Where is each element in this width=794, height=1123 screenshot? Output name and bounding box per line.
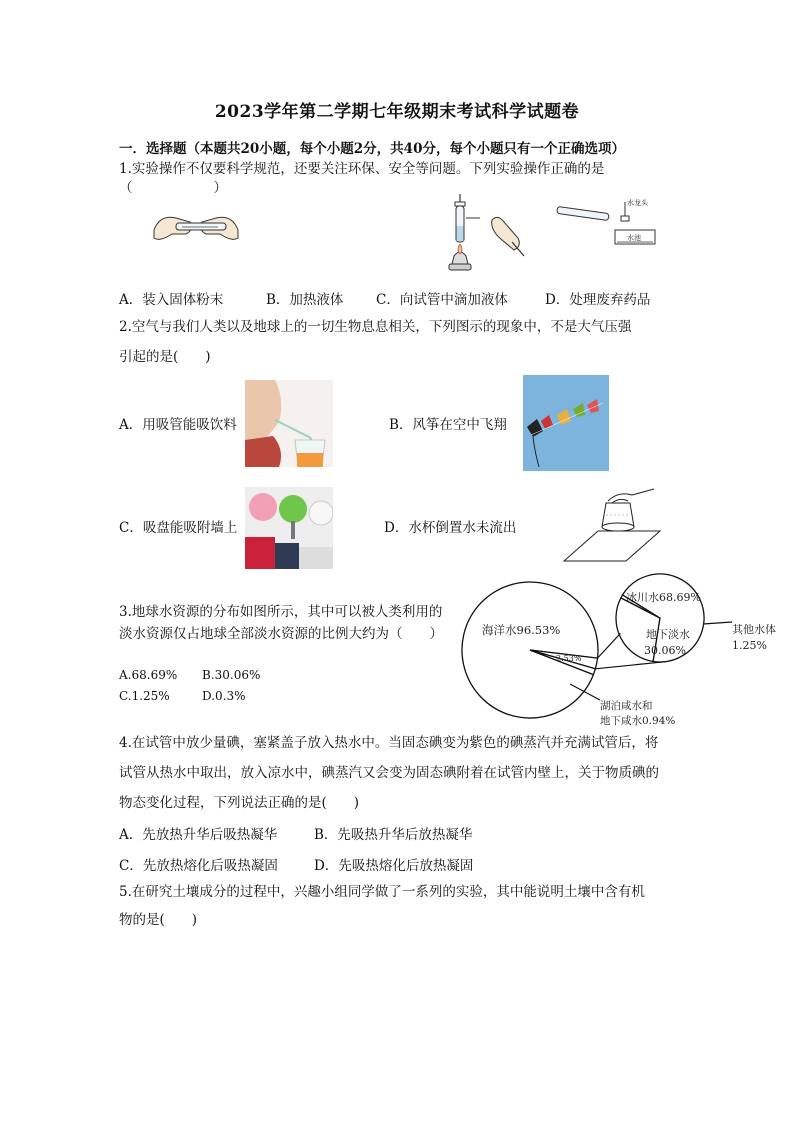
q2-option-a: A．用吸管能吸饮料 (119, 417, 237, 433)
q1-option-b: B．加热液体 (266, 292, 344, 308)
q4-stem-line2: 试管从热水中取出，放入凉水中，碘蒸汽又会变为固态碘附着在试管内壁上，关于物质碘的 (119, 765, 659, 781)
pie-total-water (462, 582, 598, 718)
q4-option-d: D．先吸热熔化后放热凝固 (314, 858, 474, 874)
q3-stem-line1: 3.地球水资源的分布如图所示，其中可以被人类利用的 (119, 604, 443, 620)
q4-stem-line1: 4.在试管中放少量碘，塞紧盖子放入热水中。当固态碘变为紫色的碘蒸汽并充满试管后，将 (119, 735, 659, 751)
q1-fig-label-pool: 水池 (627, 234, 641, 242)
q4-option-b: B．先吸热升华后放热凝华 (314, 827, 473, 843)
q3-option-a: A.68.69% (119, 668, 178, 682)
q1-fig-label-faucet: 水龙头 (627, 199, 648, 207)
label-ocean: 海洋水96.53% (482, 623, 561, 637)
q2-stem-line1: 2.空气与我们人类以及地球上的一切生物息息相关，下列图示的现象中，不是大气压强 (119, 319, 632, 335)
label-other-line1: 其他水体 (732, 623, 776, 636)
q1-figure-b (440, 192, 490, 274)
label-saline-line1: 湖泊咸水和 (600, 700, 653, 712)
q5-stem-line1: 5.在研究土壤成分的过程中，兴趣小组同学做了一系列的实验，其中能说明土壤中含有机 (119, 884, 645, 900)
q3-stem-line2: 淡水资源仅占地球全部淡水资源的比例大约为（ ） (119, 626, 443, 642)
q1-option-a: A．装入固体粉末 (119, 292, 224, 308)
q5-stem-line2: 物的是( ) (119, 912, 198, 928)
q1-figure-a (146, 200, 246, 250)
q2-option-b: B．风筝在空中飞翔 (389, 417, 507, 433)
exam-title: 2023学年第二学期七年级期末考试科学试题卷 (214, 102, 580, 122)
q2-figure-cup (562, 487, 662, 562)
label-groundwater-line2: 30.06% (644, 644, 686, 657)
water-distribution-chart (450, 560, 794, 735)
q2-option-d: D．水杯倒置水未流出 (384, 520, 517, 536)
pointer-other (703, 622, 732, 624)
q2-photo-straw (245, 380, 333, 467)
q2-option-c: C．吸盘能吸附墙上 (119, 520, 238, 536)
connector-line-upper (598, 633, 621, 658)
q1-option-d: D．处理废弃药品 (545, 292, 651, 308)
q1-figure-c (484, 210, 528, 260)
q1-stem: 1.实验操作不仅要科学规范，还要关注环保、安全等问题。下列实验操作正确的是 (119, 161, 605, 177)
q3-option-b: B.30.06% (202, 668, 261, 682)
label-saline-line2: 地下咸水0.94% (600, 715, 676, 727)
connector-line-lower (595, 662, 666, 669)
q2-stem-line2: 引起的是( ) (119, 349, 211, 365)
section-header: 一．选择题（本题共20小题，每个小题2分，共40分，每个小题只有一个正确选项） (119, 141, 625, 157)
q4-option-c: C．先放热熔化后吸热凝固 (119, 858, 278, 874)
q3-option-d: D.0.3% (202, 689, 246, 703)
q1-figure-d (555, 196, 665, 248)
label-groundwater-line1: 地下淡水 (646, 628, 690, 641)
q2-photo-suction (245, 487, 333, 569)
q1-answer-paren: （ ） (119, 180, 227, 196)
q1-option-c: C．向试管中滴加液体 (376, 292, 508, 308)
label-other-line2: 1.25% (732, 639, 767, 652)
q4-option-a: A．先放热升华后吸热凝华 (119, 827, 278, 843)
q4-stem-line3: 物态变化过程，下列说法正确的是( ) (119, 795, 360, 811)
label-glacier: 冰川水68.69% (626, 591, 701, 604)
q3-option-c: C.1.25% (119, 689, 170, 703)
q2-photo-kites (523, 375, 609, 471)
label-fresh-pct: 2.53% (556, 654, 582, 663)
